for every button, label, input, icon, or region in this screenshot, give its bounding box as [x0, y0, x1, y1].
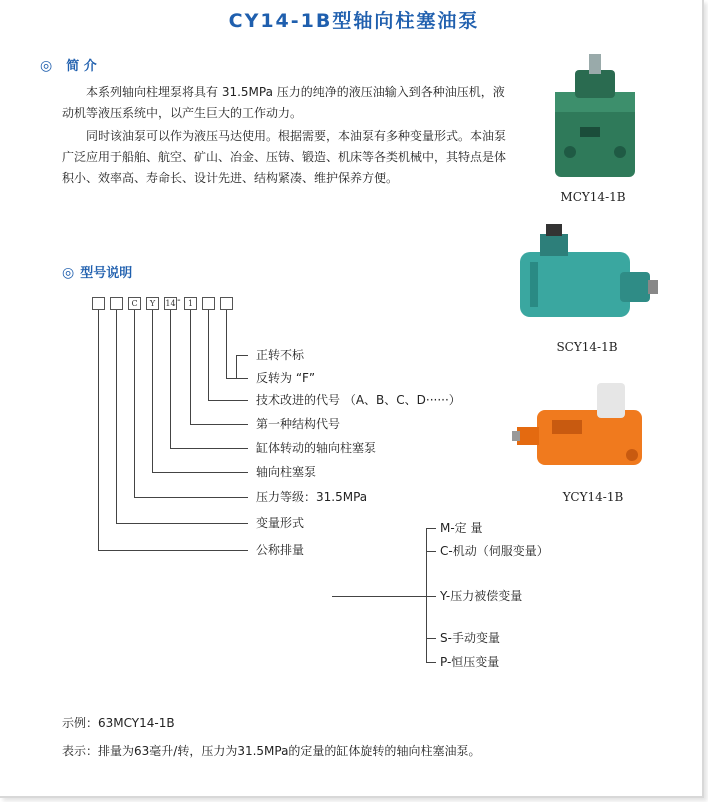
model-dash: - — [177, 295, 181, 306]
variant-tick-p — [426, 662, 436, 663]
double-circle-icon: ◎ — [62, 265, 75, 281]
leader-h-reverse — [226, 378, 248, 379]
leader-vertical-structure — [190, 310, 191, 424]
label-forward: 正转不标 — [256, 348, 305, 362]
leader-h-structure — [190, 424, 248, 425]
label-reverse: 反转为 “F” — [256, 371, 316, 385]
double-circle-icon: ◎ — [40, 58, 53, 74]
model-box-1: 1 — [184, 297, 197, 310]
label-axial-pump: 轴向柱塞泵 — [256, 465, 317, 479]
model-heading-text: 型号说明 — [80, 266, 133, 281]
leader-h-pressure — [134, 497, 248, 498]
variant-s: S-手动变量 — [440, 631, 500, 645]
leader-h-cylinder — [170, 448, 248, 449]
label-displacement: 公称排量 — [256, 543, 305, 557]
leader-vertical-rotation — [226, 310, 227, 378]
variant-bracket-connector — [332, 596, 426, 597]
model-heading — [62, 262, 132, 281]
intro-paragraph-2: 同时该油泵可以作为液压马达使用。根据需要，本油泵有多种变量形式。本油泵广泛应用于船舶、航空、矿山、冶金、压铸、锻造、机床等各类机械中，其特点是体积小、效率高、寿命长、设计先进、结构紧凑、维护保养方便。 — [62, 129, 507, 185]
variant-p: P-恒压变量 — [440, 655, 500, 669]
caption-mcy: MCY14-1B — [560, 190, 626, 204]
variant-tick-s — [426, 638, 436, 639]
label-cylinder-rotating: 缸体转动的轴向柱塞泵 — [256, 441, 377, 455]
model-box-displacement — [92, 297, 105, 310]
model-box-improve — [202, 297, 215, 310]
example-model: 示例：63MCY14-1B — [62, 716, 175, 730]
label-structure-code: 第一种结构代号 — [256, 417, 341, 431]
variant-tick-y — [426, 596, 436, 597]
leader-h-forward — [236, 355, 248, 356]
leader-h-axial — [152, 472, 248, 473]
variant-m: M-定 量 — [440, 521, 483, 535]
intro-paragraph-1: 本系列轴向柱埋泵将具有 31.5MPa 压力的纯净的液压油输入到各种油压机，液动机等液压系统中，以产生巨大的工作动力。 — [62, 85, 505, 120]
intro-heading — [40, 55, 97, 74]
model-box-14: 14 — [165, 299, 176, 308]
leader-vertical-axial — [152, 310, 153, 472]
label-variable-form: 变量形式 — [256, 516, 305, 530]
mcy-pump-image — [545, 52, 645, 182]
leader-h-improve — [208, 400, 248, 401]
ycy-pump-image — [512, 375, 662, 480]
leader-h-variable — [116, 523, 248, 524]
model-box-variable — [110, 297, 123, 310]
label-pressure: 压力等级：31.5MPa — [256, 490, 368, 504]
leader-vertical-pressure — [134, 310, 135, 497]
caption-scy: SCY14-1B — [556, 340, 618, 354]
caption-ycy: YCY14-1B — [562, 490, 624, 504]
variant-c: C-机动（伺服变量） — [440, 544, 549, 558]
variant-tick-c — [426, 551, 436, 552]
leader-vertical-displacement — [98, 310, 99, 550]
leader-vertical-variable — [116, 310, 117, 523]
example-description: 表示：排量为63毫升/转，压力为31.5MPa的定量的缸体旋转的轴向柱塞油泵。 — [62, 744, 481, 758]
model-box-rotation — [220, 297, 233, 310]
leader-vertical-improve — [208, 310, 209, 400]
variant-bracket-vertical — [426, 528, 427, 662]
model-box-c: C — [128, 297, 141, 310]
leader-vertical-cylinder — [170, 310, 171, 448]
variant-tick-m — [426, 528, 436, 529]
intro-heading-text: 简 介 — [66, 59, 97, 74]
page-title: CY14-1B型轴向柱塞油泵 — [228, 10, 480, 32]
label-tech-improve: 技术改进的代号 （A、B、C、D······） — [256, 393, 461, 407]
leader-bracket-rotation — [236, 355, 237, 379]
model-box-y: Y — [146, 297, 159, 310]
leader-h-displacement — [98, 550, 248, 551]
scy-pump-image — [510, 222, 660, 332]
variant-y: Y-压力被偿变量 — [440, 589, 523, 603]
